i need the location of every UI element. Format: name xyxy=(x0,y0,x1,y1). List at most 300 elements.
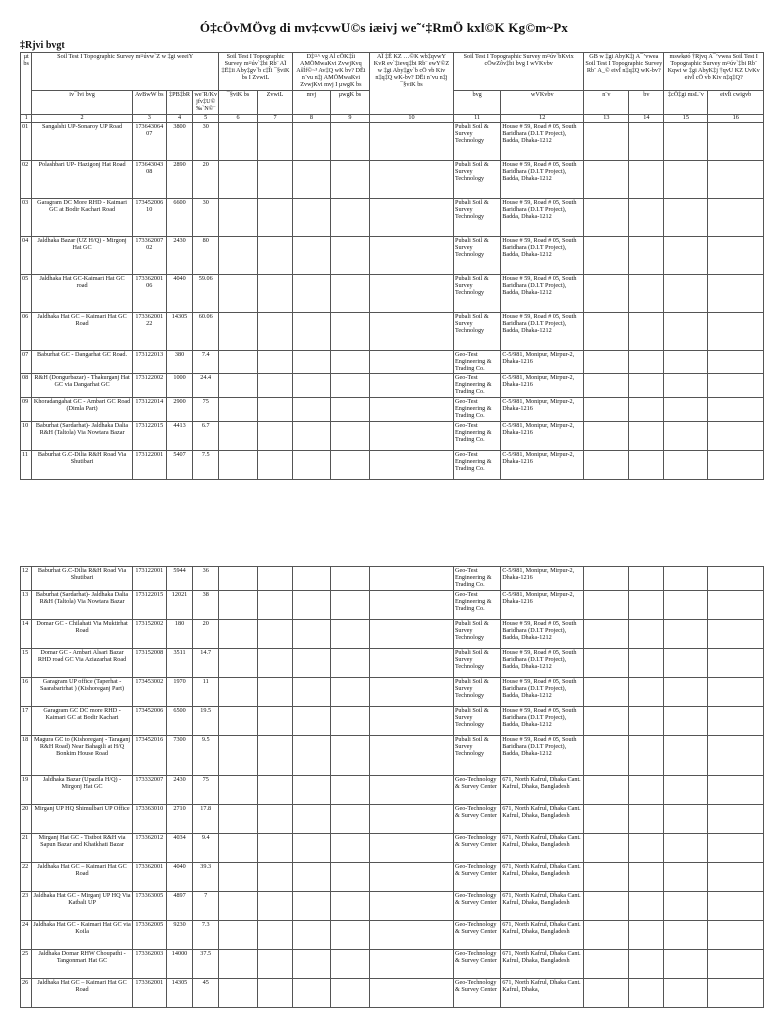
table-row xyxy=(21,804,764,833)
list-no-cell xyxy=(330,398,369,422)
memo-no-cell xyxy=(219,978,258,1007)
table-row xyxy=(21,422,764,451)
road-id-cell: 173362003 xyxy=(132,949,166,978)
col-num: 6 xyxy=(219,114,258,122)
firm-address-cell: 671, North Kafrul, Dhaka Cant. Kafrul, Dhaka, Bangladesh xyxy=(501,920,584,949)
scheme-count-cell xyxy=(664,862,708,891)
firm-address-cell: House # 59, Road # 05, South Baridhara (D.I.T Project), Badda, Dhaka-1212 xyxy=(501,312,584,350)
serial-cell: 20 xyxy=(21,804,32,833)
firm-address-cell: House # 59, Road # 05, South Baridhara (D.I.T Project), Badda, Dhaka-1212 xyxy=(501,274,584,312)
serial-cell: 19 xyxy=(21,775,32,804)
date-cell xyxy=(258,677,293,706)
header-allocation: GB w ‡gi AbyK‡j A¯’vwea Soil Test I Topographic Survey Rb¨ A_© eivÏ n‡q‡Q wK-bv? xyxy=(584,53,664,91)
road-id-cell: 173363005 xyxy=(132,891,166,920)
memo-no-cell xyxy=(219,122,258,160)
no-cell xyxy=(629,862,664,891)
list-no-cell xyxy=(330,804,369,833)
header-no: bv xyxy=(629,90,664,114)
scheme-count-cell xyxy=(664,374,708,398)
col-num: 9 xyxy=(330,114,369,122)
date-cell xyxy=(258,160,293,198)
approval-status-cell xyxy=(369,160,453,198)
firm-name-cell: Geo-Technology & Survey Center xyxy=(453,949,500,978)
allocation-cell xyxy=(708,274,764,312)
allocation-cell xyxy=(708,350,764,374)
list-no-cell xyxy=(330,236,369,274)
firm-address-cell: House # 59, Road # 05, South Baridhara (D.I.T Project), Badda, Dhaka-1212 xyxy=(501,648,584,677)
firm-name-cell: Geo-Technology & Survey Center xyxy=(453,833,500,862)
col-num: 7 xyxy=(258,114,293,122)
yes-cell xyxy=(584,160,629,198)
column-number-row xyxy=(21,114,764,122)
length-cell: 37.5 xyxy=(193,949,219,978)
serial-cell: 21 xyxy=(21,833,32,862)
approval-status-cell xyxy=(369,451,453,480)
road-id-cell: 173122013 xyxy=(132,350,166,374)
road-id-cell: 173643043 08 xyxy=(132,160,166,198)
list-no-cell xyxy=(330,422,369,451)
yes-cell xyxy=(584,198,629,236)
approval-status-cell xyxy=(369,374,453,398)
date-cell xyxy=(258,312,293,350)
firm-name-cell: Geo-Technology & Survey Center xyxy=(453,891,500,920)
road-name-cell: Mirganj UP HQ Shimulbari UP Office xyxy=(32,804,133,833)
list-no-cell xyxy=(330,862,369,891)
chainage-cell: 9230 xyxy=(166,920,193,949)
header-road-info: Soil Test I Topographic Survey m¤úvw`Z w ‡gi weeiY xyxy=(32,53,219,91)
list-no-cell xyxy=(330,677,369,706)
approval-status-cell xyxy=(369,122,453,160)
approval-status-cell xyxy=(369,920,453,949)
table-row xyxy=(21,312,764,350)
scheme-count-cell xyxy=(664,949,708,978)
road-id-cell: 173362001 06 xyxy=(132,274,166,312)
scheme-count-cell xyxy=(664,350,708,374)
yes-cell xyxy=(584,920,629,949)
no-cell xyxy=(629,312,664,350)
allocation-cell xyxy=(708,677,764,706)
length-cell: 9.5 xyxy=(193,735,219,775)
memo-no-cell xyxy=(219,920,258,949)
no-cell xyxy=(629,350,664,374)
date-cell xyxy=(258,350,293,374)
header-list-no: µwgK bs xyxy=(330,90,369,114)
road-name-cell: Jaldhaka Hat GC – Kaimari Hat GC Road xyxy=(32,312,133,350)
year-cell xyxy=(292,374,330,398)
road-name-cell: Jaldhaka Hat GC-Kaimari Hat GC road xyxy=(32,274,133,312)
chainage-cell: 4897 xyxy=(166,891,193,920)
serial-cell: 02 xyxy=(21,160,32,198)
date-cell xyxy=(258,590,293,619)
year-cell xyxy=(292,422,330,451)
date-cell xyxy=(258,422,293,451)
list-no-cell xyxy=(330,274,369,312)
list-no-cell xyxy=(330,160,369,198)
list-no-cell xyxy=(330,648,369,677)
year-cell xyxy=(292,451,330,480)
year-cell xyxy=(292,619,330,648)
no-cell xyxy=(629,920,664,949)
list-no-cell xyxy=(330,619,369,648)
road-name-cell: Garagram GC DC more RHD - Kaimari GC at Bodir Kachari xyxy=(32,706,133,735)
list-no-cell xyxy=(330,312,369,350)
road-name-cell: R&H (Dongurbazar) - Thakurganj Hat GC via Dangarhat GC xyxy=(32,374,133,398)
year-cell xyxy=(292,160,330,198)
firm-address-cell: House # 59, Road # 05, South Baridhara (D.I.T Project), Badda, Dhaka-1212 xyxy=(501,735,584,775)
firm-address-cell: House # 59, Road # 05, South Baridhara (D.I.T Project), Badda, Dhaka-1212 xyxy=(501,236,584,274)
year-cell xyxy=(292,891,330,920)
no-cell xyxy=(629,978,664,1007)
header-row-1 xyxy=(21,53,764,91)
road-id-cell: 173453002 xyxy=(132,677,166,706)
approval-status-cell xyxy=(369,567,453,591)
memo-no-cell xyxy=(219,891,258,920)
table-body-page-1 xyxy=(21,122,764,479)
scheme-count-cell xyxy=(664,920,708,949)
serial-cell: 17 xyxy=(21,706,32,735)
table-row xyxy=(21,775,764,804)
road-id-cell: 173452006 10 xyxy=(132,198,166,236)
year-cell xyxy=(292,949,330,978)
col-num: 4 xyxy=(166,114,193,122)
list-no-cell xyxy=(330,451,369,480)
chainage-cell: 4413 xyxy=(166,422,193,451)
chainage-cell: 2710 xyxy=(166,804,193,833)
length-cell: 7.5 xyxy=(193,451,219,480)
approval-status-cell xyxy=(369,398,453,422)
road-name-cell: Sangalshi UP-Sonaroy UP Road xyxy=(32,122,133,160)
table-row xyxy=(21,374,764,398)
firm-name-cell: Pubali Soil & Survey Technology xyxy=(453,619,500,648)
scheme-count-cell xyxy=(664,198,708,236)
yes-cell xyxy=(584,567,629,591)
length-cell: 60.06 xyxy=(193,312,219,350)
firm-address-cell: C-5/981, Monipur, Mirpur-2, Dhaka-1216 xyxy=(501,398,584,422)
firm-name-cell: Geo-Test Engineering & Trading Co. xyxy=(454,422,501,451)
memo-no-cell xyxy=(219,775,258,804)
allocation-cell xyxy=(708,804,764,833)
firm-address-cell: House # 59, Road # 05, South Baridhara (D.I.T Project), Badda, Dhaka-1212 xyxy=(501,198,584,236)
chainage-cell: 1000 xyxy=(166,374,193,398)
road-name-cell: Domar GC - Chilahati Via Muktirhat Road xyxy=(32,619,133,648)
no-cell xyxy=(629,619,664,648)
firm-name-cell: Pubali Soil & Survey Technology xyxy=(454,236,501,274)
firm-address-cell: House # 59, Road # 05, South Baridhara (D.I.T Project), Badda, Dhaka-1212 xyxy=(501,619,584,648)
length-cell: 19.5 xyxy=(193,706,219,735)
length-cell: 24.4 xyxy=(193,374,219,398)
length-cell: 38 xyxy=(193,590,219,619)
list-no-cell xyxy=(330,374,369,398)
firm-name-cell: Geo-Test Engineering & Trading Co. xyxy=(453,567,500,591)
length-cell: 7.3 xyxy=(193,920,219,949)
memo-no-cell xyxy=(219,374,258,398)
road-id-cell: 173362001 xyxy=(132,862,166,891)
scheme-count-cell xyxy=(664,891,708,920)
year-cell xyxy=(292,706,330,735)
firm-address-cell: 671, North Kafrul, Dhaka Cant. Kafrul, Dhaka, Bangladesh xyxy=(501,833,584,862)
firm-name-cell: Pubali Soil & Survey Technology xyxy=(453,706,500,735)
year-cell xyxy=(292,398,330,422)
col-num: 16 xyxy=(708,114,764,122)
scheme-count-cell xyxy=(664,804,708,833)
firm-address-cell: 671, North Kafrul, Dhaka Cant. Kafrul, Dhaka, Bangladesh xyxy=(501,949,584,978)
road-id-cell: 173362007 02 xyxy=(132,236,166,274)
road-name-cell: Jaldhaka Hat GC – Kaimari Hat GC Road xyxy=(32,862,133,891)
memo-no-cell xyxy=(219,398,258,422)
yes-cell xyxy=(584,374,629,398)
list-no-cell xyxy=(330,590,369,619)
memo-no-cell xyxy=(219,567,258,591)
serial-cell: 03 xyxy=(21,198,32,236)
year-cell xyxy=(292,833,330,862)
approval-status-cell xyxy=(369,978,453,1007)
road-id-cell: 173452016 xyxy=(132,735,166,775)
allocation-cell xyxy=(708,236,764,274)
memo-no-cell xyxy=(219,312,258,350)
yes-cell xyxy=(584,422,629,451)
yes-cell xyxy=(584,978,629,1007)
list-no-cell xyxy=(330,949,369,978)
road-name-cell: Garagram UP office (Taperhat - Saarabarirhat ) (Kishoreganj Part) xyxy=(32,677,133,706)
allocation-cell xyxy=(708,706,764,735)
no-cell xyxy=(629,422,664,451)
memo-no-cell xyxy=(219,451,258,480)
table-row xyxy=(21,706,764,735)
chainage-cell: 14305 xyxy=(166,978,193,1007)
allocation-cell xyxy=(708,374,764,398)
header-memo-no: ¯§viK bs xyxy=(219,90,258,114)
yes-cell xyxy=(584,312,629,350)
firm-name-cell: Pubali Soil & Survey Technology xyxy=(454,198,501,236)
chainage-cell: 2900 xyxy=(166,398,193,422)
yes-cell xyxy=(584,949,629,978)
road-name-cell: Jaldhaka Bazar (Upazila H/Q) - Mirgonj Hat GC xyxy=(32,775,133,804)
header-approval-status: AÏ ‡Ë KZ …©K wb‡qvwY KvR ev`‡ievq‡bi Rb¨ ewY©Z w ‡gi Aby‡gv`b cÖ vb Kiv n‡q‡Q wK-bv? DËi n¨vu n‡j ¯§viK bs xyxy=(369,53,453,115)
no-cell xyxy=(629,122,664,160)
no-cell xyxy=(629,236,664,274)
yes-cell xyxy=(584,350,629,374)
serial-cell: 14 xyxy=(21,619,32,648)
year-cell xyxy=(292,775,330,804)
scheme-count-cell xyxy=(664,274,708,312)
serial-cell: 07 xyxy=(21,350,32,374)
header-scheme-count: ‡cÖ‡gi msL¨v xyxy=(664,90,708,114)
memo-no-cell xyxy=(219,236,258,274)
firm-name-cell: Geo-Technology & Survey Center xyxy=(453,804,500,833)
yes-cell xyxy=(584,891,629,920)
scheme-count-cell xyxy=(664,735,708,775)
date-cell xyxy=(258,374,293,398)
table-row xyxy=(21,236,764,274)
year-cell xyxy=(292,122,330,160)
chainage-cell: 6600 xyxy=(166,198,193,236)
table-row xyxy=(21,122,764,160)
yes-cell xyxy=(584,274,629,312)
date-cell xyxy=(258,735,293,775)
scheme-count-cell xyxy=(664,312,708,350)
road-id-cell: 173332007 xyxy=(132,775,166,804)
allocation-cell xyxy=(708,833,764,862)
scheme-count-cell xyxy=(664,236,708,274)
col-num: 8 xyxy=(292,114,330,122)
document-title: Ó‡cÖvMÖvg di mv‡cvwU©s iæivj we˜‘‡RmÖ kxl©K Kg©m~Px xyxy=(199,20,569,35)
date-cell xyxy=(258,833,293,862)
approval-status-cell xyxy=(369,677,453,706)
memo-no-cell xyxy=(219,677,258,706)
approval-status-cell xyxy=(369,274,453,312)
table-row xyxy=(21,350,764,374)
date-cell xyxy=(258,648,293,677)
year-cell xyxy=(292,350,330,374)
road-name-cell: Jaldhaka Hat GC - Mirganj UP HQ Via Katbali UP xyxy=(32,891,133,920)
survey-table-page-2 xyxy=(20,566,764,1008)
chainage-cell: 5407 xyxy=(166,451,193,480)
length-cell: 20 xyxy=(193,160,219,198)
serial-cell: 26 xyxy=(21,978,32,1007)
date-cell xyxy=(258,236,293,274)
chainage-cell: 6500 xyxy=(166,706,193,735)
memo-no-cell xyxy=(219,274,258,312)
table-row xyxy=(21,920,764,949)
date-cell xyxy=(258,862,293,891)
table-row xyxy=(21,160,764,198)
chainage-cell: 14000 xyxy=(166,949,193,978)
firm-address-cell: 671, North Kafrul, Dhaka Cant. Kafrul, Dhaka, Bangladesh xyxy=(501,775,584,804)
no-cell xyxy=(629,775,664,804)
allocation-cell xyxy=(708,567,764,591)
road-name-cell: Garagram DC More RHD - Kaimari GC at Bodir Kachari Road xyxy=(32,198,133,236)
year-cell xyxy=(292,590,330,619)
header-date: ZvwiL xyxy=(258,90,293,114)
header-firm: Soil Test I Topographic Survey m¤úv`bKvix cÖwZôv‡bi bvg I wVKvbv xyxy=(454,53,584,91)
survey-table-page-1 xyxy=(20,52,764,480)
date-cell xyxy=(258,706,293,735)
road-id-cell: 173122014 xyxy=(132,398,166,422)
header-length: we¨R/Kvjfv‡U© ‰`N©¨ xyxy=(193,90,219,114)
yes-cell xyxy=(584,122,629,160)
road-name-cell: Jaldhaka Domar RHW Choupathi - Tangonmari Hat GC xyxy=(32,949,133,978)
allocation-cell xyxy=(708,735,764,775)
table-row xyxy=(21,677,764,706)
approval-status-cell xyxy=(369,804,453,833)
chainage-cell: 5944 xyxy=(166,567,193,591)
date-cell xyxy=(258,891,293,920)
scheme-count-cell xyxy=(664,833,708,862)
firm-address-cell: C-5/981, Monipur, Mirpur-2, Dhaka-1216 xyxy=(501,422,584,451)
no-cell xyxy=(629,398,664,422)
yes-cell xyxy=(584,451,629,480)
firm-address-cell: House # 59, Road # 05, South Baridhara (D.I.T Project), Badda, Dhaka-1212 xyxy=(501,677,584,706)
col-num: 13 xyxy=(584,114,629,122)
allocation-cell xyxy=(708,775,764,804)
approval-status-cell xyxy=(369,422,453,451)
col-num: 11 xyxy=(454,114,501,122)
col-num: 15 xyxy=(664,114,708,122)
road-id-cell: 173122015 xyxy=(132,590,166,619)
serial-cell: 11 xyxy=(21,451,32,480)
allocation-cell xyxy=(708,862,764,891)
serial-cell: 13 xyxy=(21,590,32,619)
scheme-count-cell xyxy=(664,706,708,735)
memo-no-cell xyxy=(219,648,258,677)
serial-cell: 16 xyxy=(21,677,32,706)
serial-cell: 18 xyxy=(21,735,32,775)
yes-cell xyxy=(584,804,629,833)
firm-name-cell: Geo-Test Engineering & Trading Co. xyxy=(454,451,501,480)
length-cell: 14.7 xyxy=(193,648,219,677)
list-no-cell xyxy=(330,978,369,1007)
yes-cell xyxy=(584,398,629,422)
header-district-total: mswkøó †Rjvq A¯’vwea Soil Test I Topographic Survey m¤úv`‡bi Rb¨ Kqwi w ‡gi AbyK‡j †qvU KZ UvKv eivÏ cÖ vb Kiv n‡q‡Q? xyxy=(664,53,764,91)
length-cell: 75 xyxy=(193,398,219,422)
no-cell xyxy=(629,198,664,236)
road-name-cell: Polashbari UP- Hazigonj Hat Road xyxy=(32,160,133,198)
district-label: ‡Rjvi bvgt xyxy=(20,40,65,51)
scheme-count-cell xyxy=(664,422,708,451)
table-row xyxy=(21,590,764,619)
firm-address-cell: 671, North Kafrul, Dhaka Cant. Kafrul, Dhaka, Bangladesh xyxy=(501,862,584,891)
firm-address-cell: 671, North Kafrul, Dhaka Cant. Kafrul, Dhaka, Bangladesh xyxy=(501,891,584,920)
chainage-cell: 2890 xyxy=(166,160,193,198)
approval-status-cell xyxy=(369,312,453,350)
list-no-cell xyxy=(330,706,369,735)
year-cell xyxy=(292,198,330,236)
firm-name-cell: Pubali Soil & Survey Technology xyxy=(454,274,501,312)
allocation-cell xyxy=(708,619,764,648)
year-cell xyxy=(292,677,330,706)
allocation-cell xyxy=(708,648,764,677)
no-cell xyxy=(629,804,664,833)
table-row xyxy=(21,619,764,648)
scheme-count-cell xyxy=(664,648,708,677)
length-cell: 11 xyxy=(193,677,219,706)
length-cell: 17.8 xyxy=(193,804,219,833)
chainage-cell: 3800 xyxy=(166,122,193,160)
col-num: 14 xyxy=(629,114,664,122)
year-cell xyxy=(292,567,330,591)
year-cell xyxy=(292,804,330,833)
chainage-cell: 12021 xyxy=(166,590,193,619)
table-row xyxy=(21,978,764,1007)
scheme-count-cell xyxy=(664,398,708,422)
no-cell xyxy=(629,648,664,677)
firm-name-cell: Geo-Test Engineering & Trading Co. xyxy=(454,398,501,422)
allocation-cell xyxy=(708,312,764,350)
list-no-cell xyxy=(330,775,369,804)
year-cell xyxy=(292,312,330,350)
road-id-cell: 173643064 07 xyxy=(132,122,166,160)
yes-cell xyxy=(584,619,629,648)
length-cell: 6.7 xyxy=(193,422,219,451)
firm-name-cell: Geo-Technology & Survey Center xyxy=(453,978,500,1007)
date-cell xyxy=(258,920,293,949)
list-no-cell xyxy=(330,122,369,160)
memo-no-cell xyxy=(219,160,258,198)
table-row xyxy=(21,648,764,677)
road-id-cell: 173452006 xyxy=(132,706,166,735)
no-cell xyxy=(629,567,664,591)
no-cell xyxy=(629,735,664,775)
road-id-cell: 173362001 xyxy=(132,978,166,1007)
length-cell: 80 xyxy=(193,236,219,274)
date-cell xyxy=(258,398,293,422)
no-cell xyxy=(629,590,664,619)
allocation-cell xyxy=(708,198,764,236)
year-cell xyxy=(292,735,330,775)
no-cell xyxy=(629,706,664,735)
memo-no-cell xyxy=(219,706,258,735)
year-cell xyxy=(292,920,330,949)
